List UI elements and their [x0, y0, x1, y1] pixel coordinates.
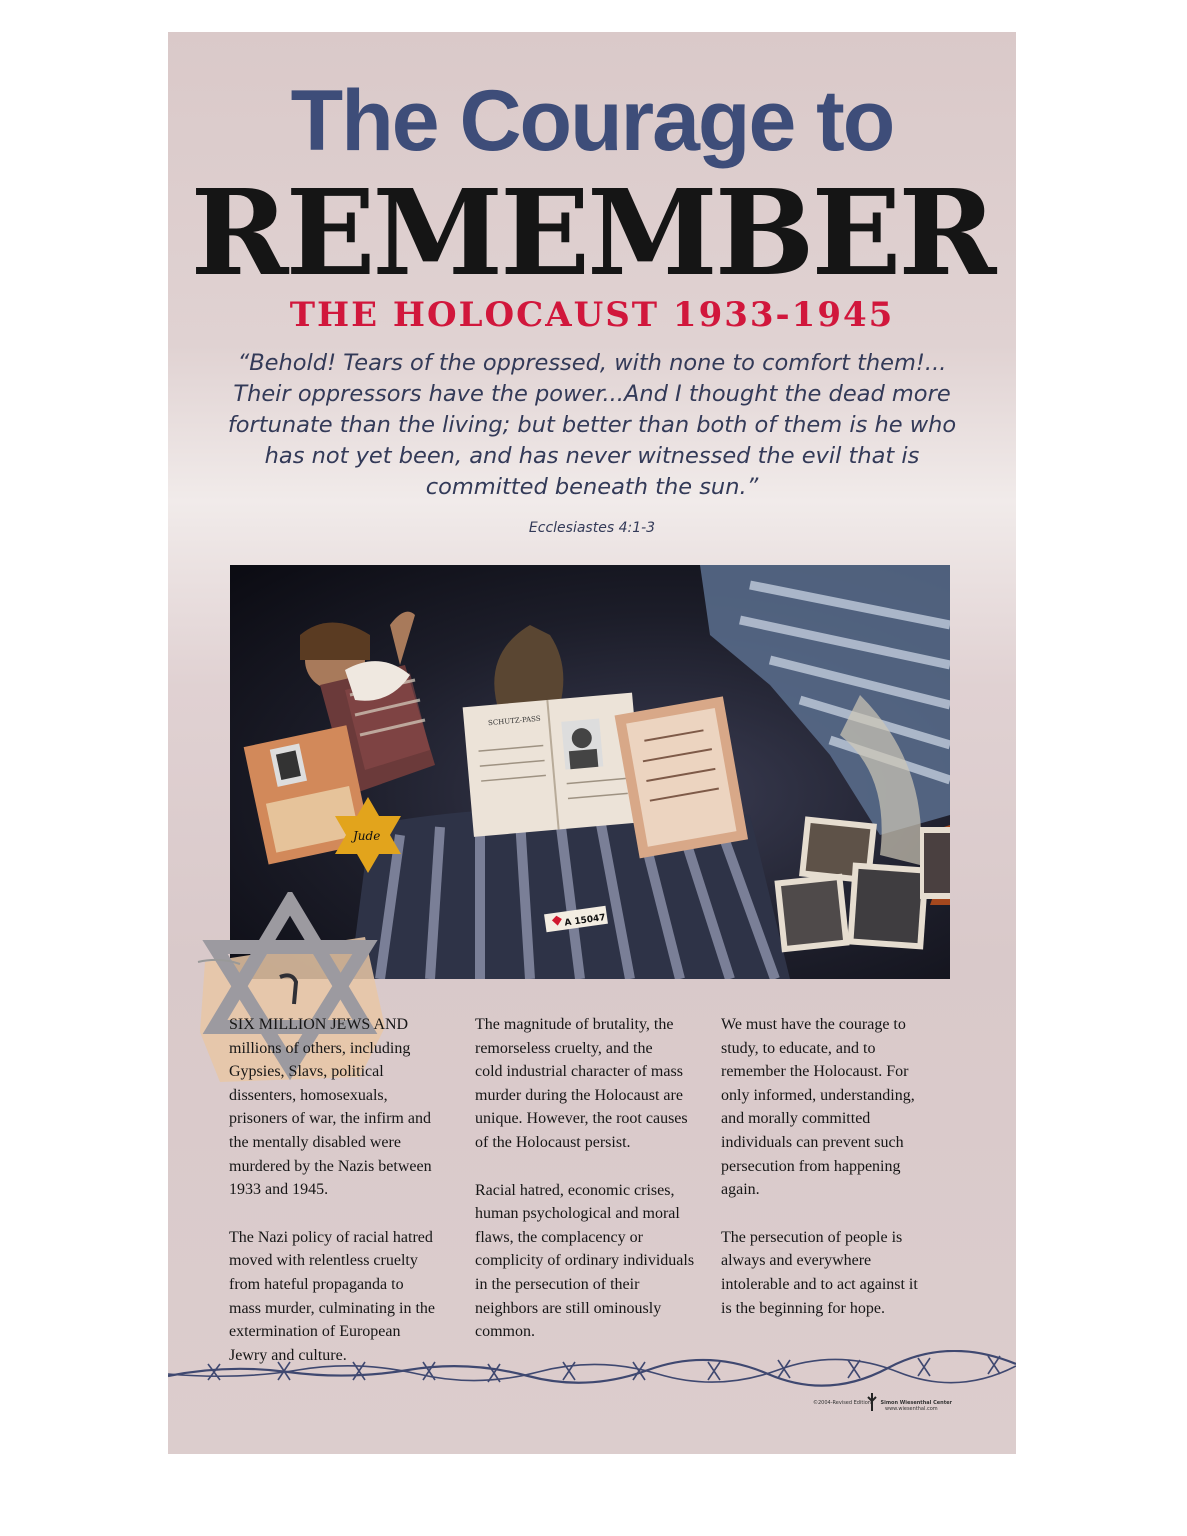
text-line: extermination of European: [229, 1323, 401, 1341]
text-line: murder during the Holocaust are: [475, 1086, 683, 1104]
text-line: individuals can prevent such: [721, 1133, 904, 1151]
text-line: The persecution of people is: [721, 1228, 903, 1246]
text-line: 1933 and 1945.: [229, 1181, 329, 1199]
text-line: remember the Holocaust. For: [721, 1063, 909, 1081]
text-line: complicity of ordinary individuals: [475, 1252, 695, 1270]
pass-label: SCHUTZ-PASS: [487, 714, 541, 728]
text-line: intolerable and to act against it: [721, 1275, 918, 1293]
barbed-wire-divider: [168, 1350, 1016, 1390]
text-line: common.: [475, 1323, 535, 1341]
paragraph: [475, 1013, 707, 1155]
quote-line: “Behold! Tears of the oppressed, with none to comfort them!...: [237, 350, 947, 376]
text-line: from hateful propaganda to: [229, 1275, 404, 1293]
paragraph: [475, 1179, 707, 1344]
text-line: SIX MILLION JEWS AND: [229, 1016, 409, 1033]
text-line: unique. However, the root causes: [475, 1110, 688, 1128]
subtitle: THE HOLOCAUST 1933-1945: [289, 295, 895, 335]
text-column-3: [721, 1013, 953, 1344]
text-line: human psychological and moral: [475, 1205, 680, 1223]
text-line: in the persecution of their: [475, 1275, 640, 1293]
star-label: Jude: [353, 829, 381, 843]
text-line: persecution from happening: [721, 1157, 901, 1175]
text-line: study, to educate, and to: [721, 1039, 876, 1057]
footer-edition: ©2004-Revised Edition: [813, 1400, 871, 1406]
text-line: The Nazi policy of racial hatred: [229, 1228, 433, 1246]
quote-line: Their oppressors have the power...And I thought the dead more: [233, 381, 951, 407]
text-line: millions of others, including: [229, 1039, 411, 1057]
text-column-2: [475, 1013, 707, 1368]
quote-line: fortunate than the living; but better than both of them is he who: [227, 412, 957, 438]
paragraph: [721, 1226, 953, 1320]
text-line: moved with relentless cruelty: [229, 1252, 418, 1270]
paragraph: [721, 1013, 953, 1202]
text-line: neighbors are still ominously: [475, 1299, 662, 1317]
text-line: remorseless cruelty, and the: [475, 1039, 653, 1057]
quote-line: has not yet been, and has never witnessed the evil that is: [264, 443, 920, 469]
prisoner-number: A 15047: [563, 912, 607, 929]
text-line: flaws, the complacency or: [475, 1228, 643, 1246]
text-line: Racial hatred, economic crises,: [475, 1181, 675, 1199]
text-line: and morally committed: [721, 1110, 871, 1128]
text-line: the mentally disabled were: [229, 1133, 401, 1151]
quote-line: committed beneath the sun.”: [425, 474, 759, 500]
paragraph: [229, 1013, 461, 1202]
title-line-2: REMEMBER: [190, 163, 994, 302]
quote-citation: Ecclesiastes 4:1-3: [528, 520, 656, 536]
text-line: Jewry and culture.: [229, 1346, 347, 1364]
footer-url: www.wiesenthal.com: [885, 1406, 938, 1412]
quote: [218, 348, 966, 503]
text-line: only informed, understanding,: [721, 1086, 915, 1104]
text-line: is the beginning for hope.: [721, 1299, 885, 1317]
text-line: dissenters, homosexuals,: [229, 1086, 388, 1104]
text-line: cold industrial character of mass: [475, 1063, 683, 1081]
paragraph: [229, 1226, 461, 1368]
text-line: Gypsies, Slavs, political: [229, 1063, 384, 1081]
text-line: We must have the courage to: [721, 1016, 906, 1033]
footer-org: Simon Wiesenthal Center: [880, 1400, 952, 1406]
footer-credits: [813, 1400, 963, 1412]
text-line: again.: [721, 1181, 760, 1199]
text-line: The magnitude of brutality, the: [475, 1016, 674, 1033]
text-line: murdered by the Nazis between: [229, 1157, 432, 1175]
title-line-1: The Courage to: [290, 73, 894, 169]
text-line: always and everywhere: [721, 1252, 872, 1270]
text-line: prisoners of war, the infirm and: [229, 1110, 431, 1128]
text-column-1: [229, 1013, 461, 1391]
text-line: mass murder, culminating in the: [229, 1299, 435, 1317]
text-line: of the Holocaust persist.: [475, 1133, 631, 1151]
poster: [168, 32, 1016, 1454]
